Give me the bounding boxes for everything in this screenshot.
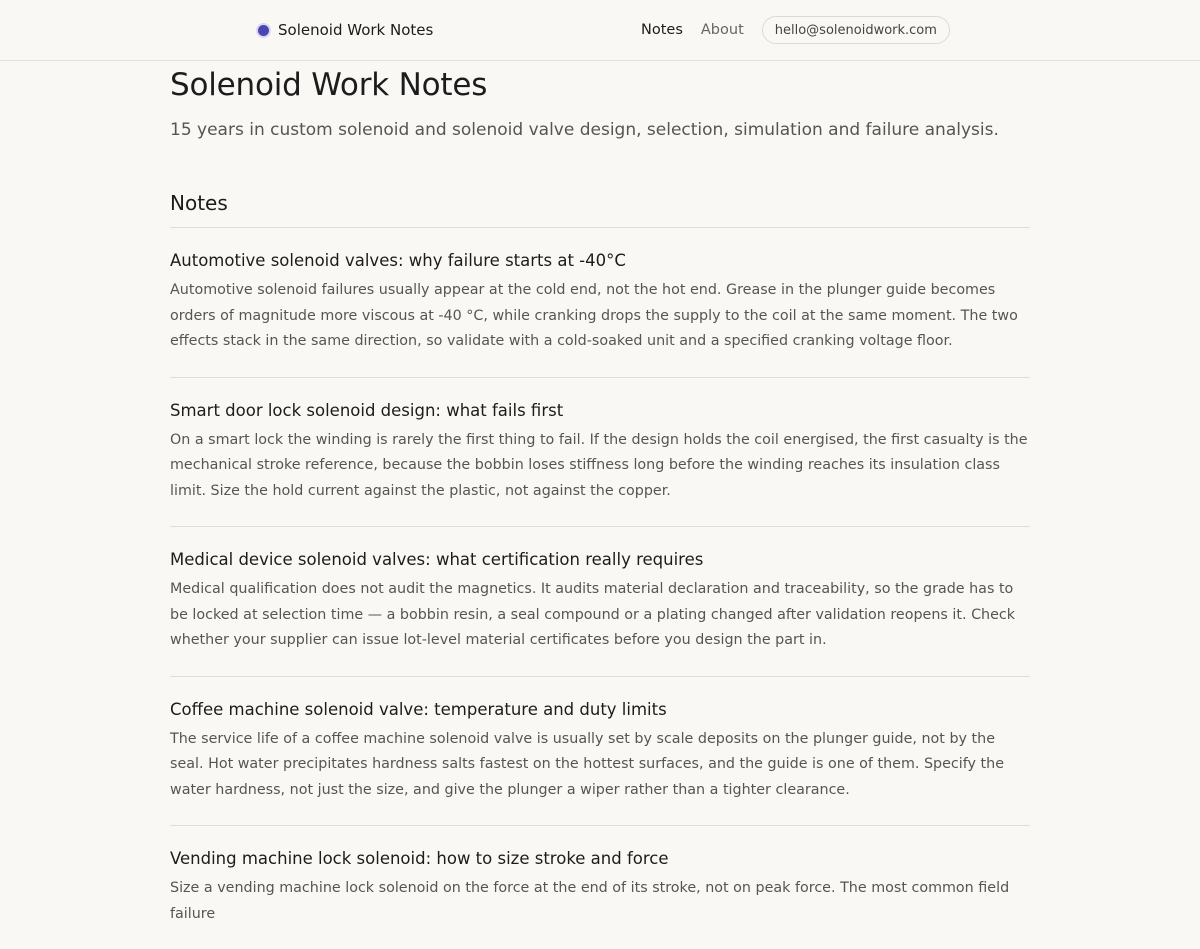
note-summary: Automotive solenoid failures usually appear at the cold end, not the hot end. Grease in the plunger guide becomes orders of magnitude more viscous at -40 °C, while cranking drops the supply to the coil at the same moment. The two effects stack in the same direction, so validate with a cold-soaked unit and a specified cranking voltage floor. [170, 282, 1018, 349]
brand[interactable] [258, 20, 433, 40]
page-title: Solenoid Work Notes [170, 67, 488, 103]
nav-link-notes[interactable]: Notes [641, 22, 683, 38]
note-summary: The service life of a coffee machine solenoid valve is usually set by scale deposits on the plunger guide, not by the seal. Hot water precipitates hardness salts fastest on the hottest surfaces, and the guide is one of them. Specify the water hardness, not just the size, and give the plunger a wiper rather than a tighter clearance. [170, 730, 1004, 798]
note-summary: Medical qualification does not audit the magnetics. It audits material declaration and traceability, so the grade has to be locked at selection time — a bobbin resin, a seal compound or a plating changed after validation reopens it. Check whether your supplier can issue lot-level material certificates before you design the part in. [170, 581, 1016, 648]
section-title-notes: Notes [170, 189, 1030, 228]
note-title-link[interactable]: Automotive solenoid valves: why failure starts at -40°C [170, 251, 626, 270]
note-title-link[interactable]: Vending machine lock solenoid: how to size stroke and force [170, 849, 669, 868]
note-title-link[interactable]: Medical device solenoid valves: what certification really requires [170, 550, 704, 569]
note-item [170, 826, 1030, 949]
note-summary: On a smart lock the winding is rarely the first thing to fail. If the design holds the coil energised, the first casualty is the mechanical stroke reference, because the bobbin loses stiffness long before the winding reaches its insulation class limit. Size the hold current against the plastic, not against the copper. [170, 431, 1028, 499]
main-content [170, 61, 1030, 949]
email-link[interactable]: hello@solenoidwork.com [762, 16, 950, 44]
note-title-link[interactable]: Smart door lock solenoid design: what fails first [170, 400, 564, 420]
brand-dot-icon [258, 25, 269, 36]
note-summary: Size a vending machine lock solenoid on the force at the end of its stroke, not on peak force. The most common field failure [170, 880, 1010, 922]
brand-name[interactable]: Solenoid Work Notes [278, 21, 434, 39]
page-subtitle: 15 years in custom solenoid and solenoid valve design, selection, simulation and failure analysis. [170, 120, 999, 140]
top-bar [0, 0, 1200, 61]
nav-link-about[interactable]: About [700, 22, 744, 38]
note-item [170, 677, 1030, 827]
note-item [170, 378, 1030, 528]
note-item [170, 527, 1030, 677]
note-item [170, 228, 1030, 378]
main-nav [641, 16, 950, 44]
note-title-link[interactable]: Coffee machine solenoid valve: temperature and duty limits [170, 699, 667, 719]
